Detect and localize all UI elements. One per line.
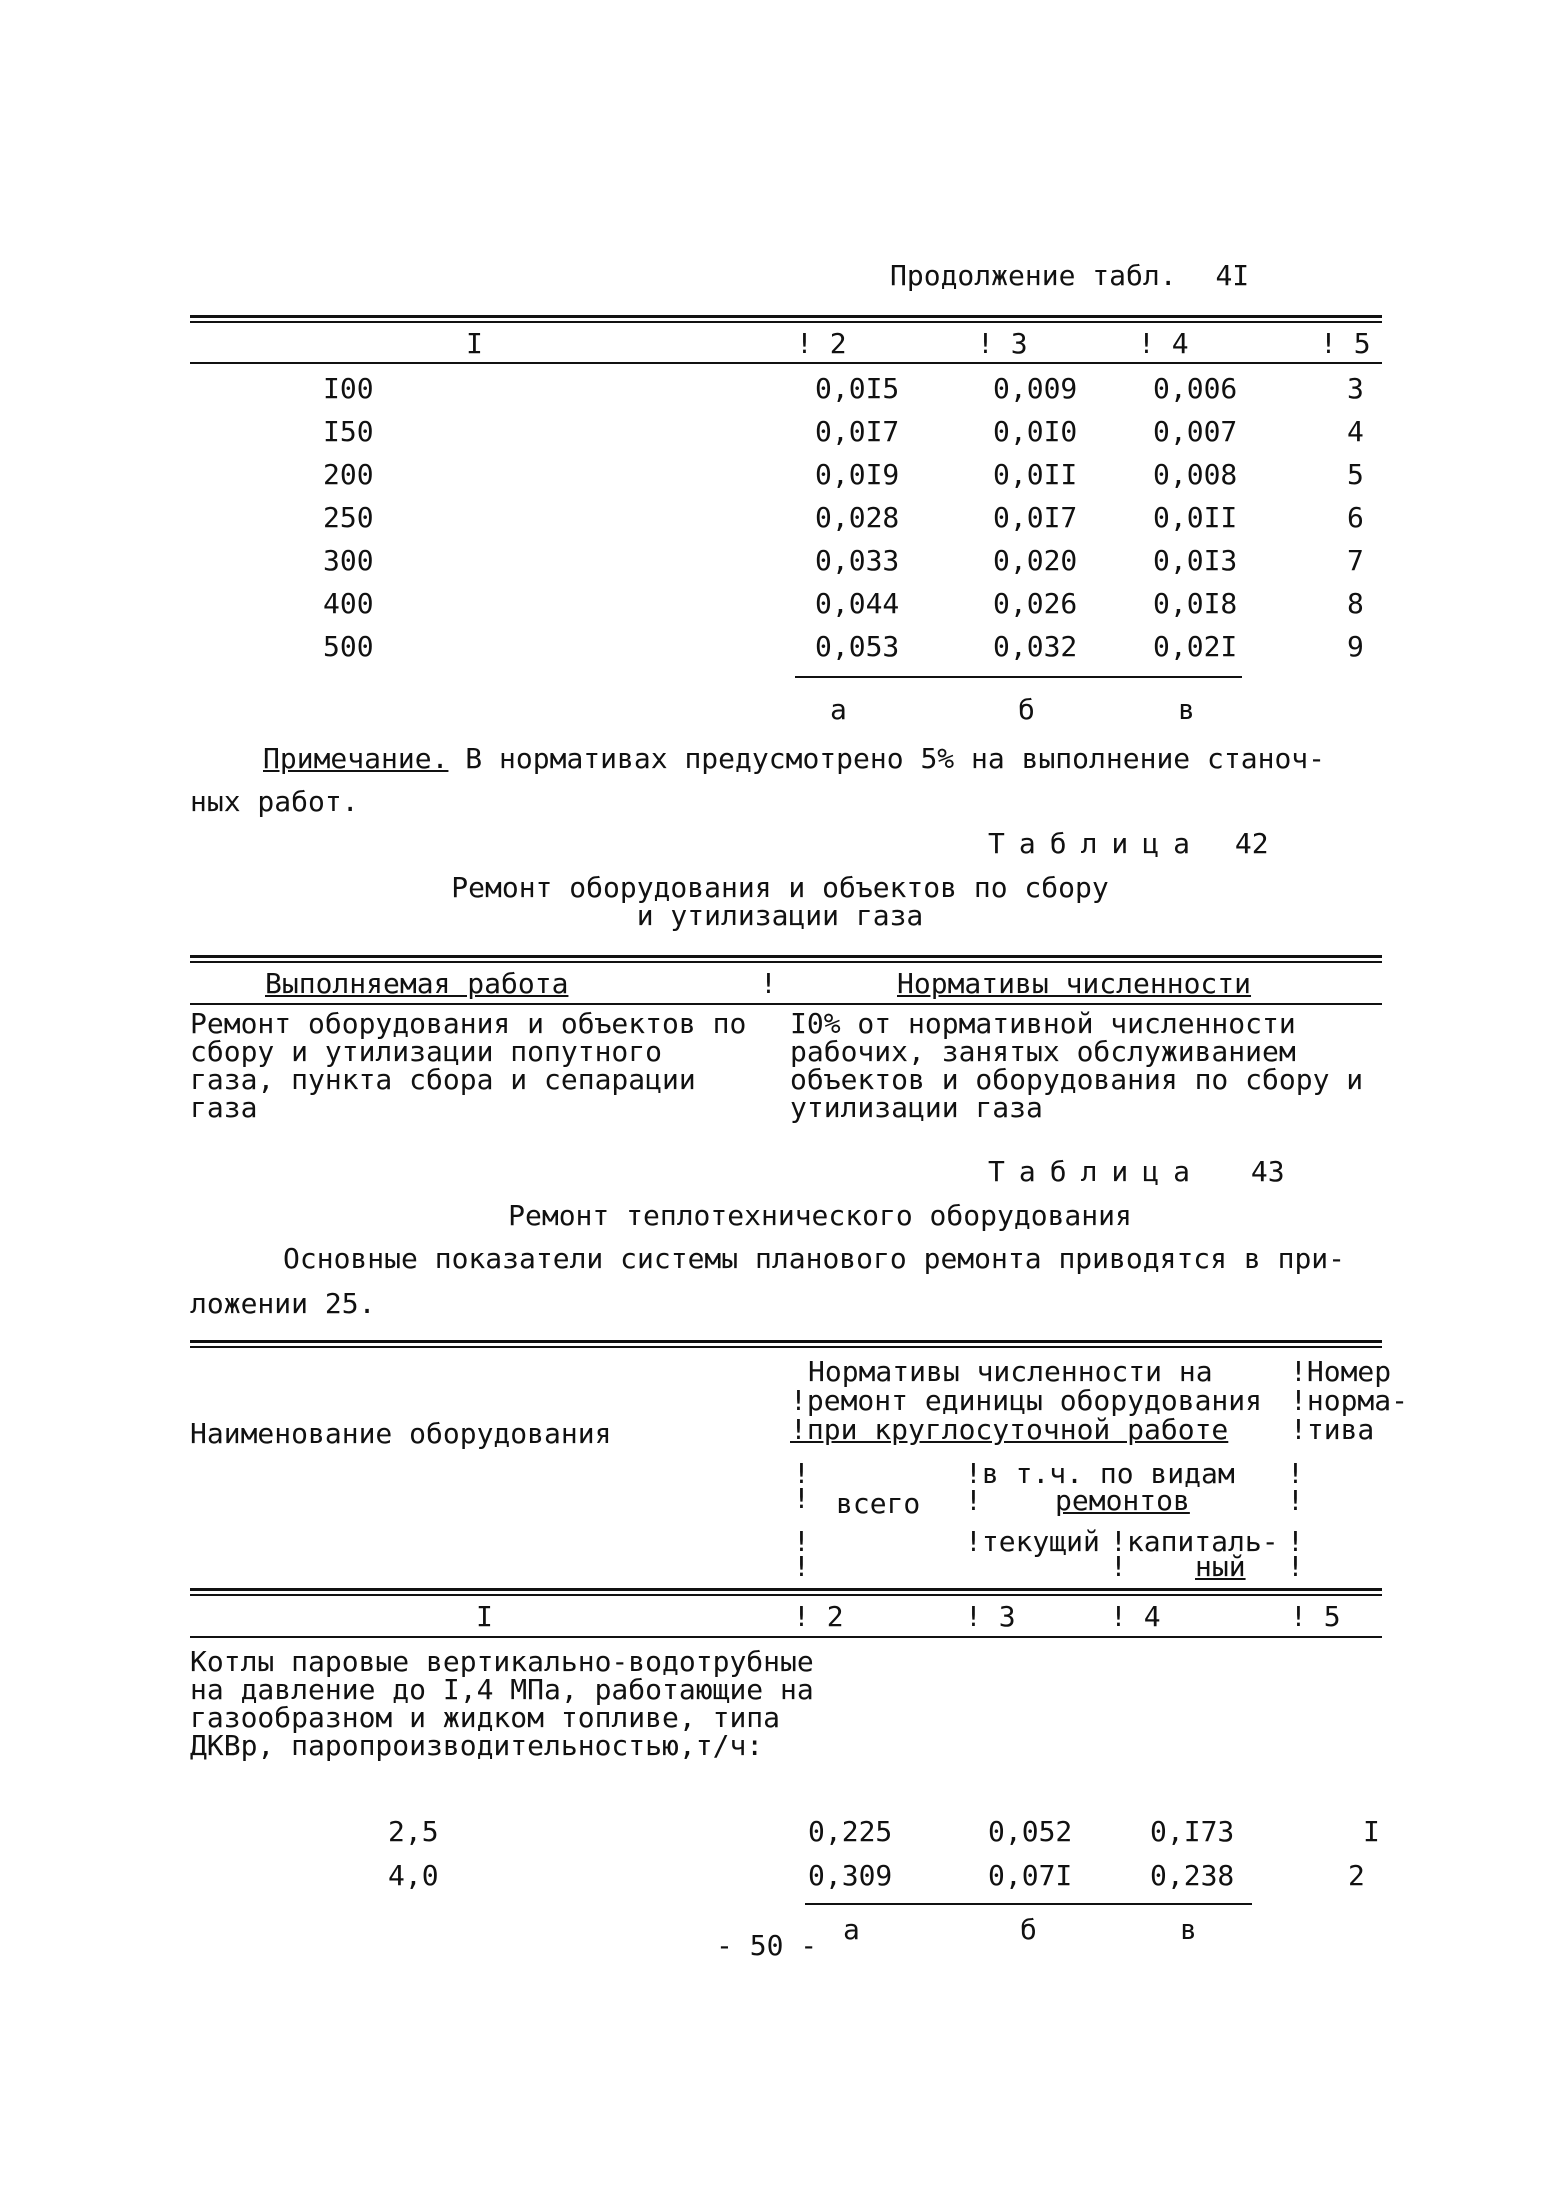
t43-header-incl-2: ремонтов: [1055, 1484, 1190, 1517]
t43-header-capital-2: ный: [1195, 1550, 1246, 1583]
t43-header-num-2: !норма-: [1290, 1384, 1409, 1417]
continuation-number: 4I: [1215, 259, 1250, 292]
t43-row2-c1: 4,0: [388, 1859, 439, 1892]
t41-col3-header: ! 3: [977, 327, 1028, 360]
page-number: - 50 -: [716, 1929, 818, 1962]
t43-row1-c4: 0,I73: [1150, 1815, 1235, 1848]
t41-row6-c2: 0,044: [815, 587, 900, 620]
t43-boiler-desc: Котлы паровые вертикально-водотрубные на давление до I,4 МПа, работающие на газообразном и жидком топливе, типа ДКВр, паропроизводительностью,т/ч:: [190, 1645, 814, 1762]
t41-row4-c3: 0,0I7: [993, 501, 1078, 534]
t43-title: Ремонт теплотехнического оборудования: [508, 1199, 1132, 1232]
t43-header-name: Наименование оборудования: [190, 1417, 612, 1450]
t43-number: 43: [1250, 1155, 1285, 1188]
t43-row2-c5: 2: [1348, 1859, 1365, 1892]
t43-row2-c3: 0,07I: [988, 1859, 1073, 1892]
t43-excl-3: !: [965, 1484, 982, 1517]
t43-footer-a: а: [843, 1913, 860, 1946]
t41-row2-c4: 0,007: [1153, 415, 1238, 448]
t41-footer-b: б: [1018, 693, 1035, 726]
t42-title-2: и утилизации газа: [636, 899, 924, 932]
t41-row1-c2: 0,0I5: [815, 372, 900, 405]
t41-note-line2: ных работ.: [190, 785, 359, 818]
t41-top-rule: [190, 315, 1382, 318]
note-text-1: В нормативах предусмотрено 5% на выполнение станоч-: [448, 742, 1326, 775]
t41-footer-a: а: [830, 693, 847, 726]
t43-top-rule-2: [190, 1346, 1382, 1348]
t43-excl-10: !: [1287, 1550, 1304, 1583]
t43-top-rule: [190, 1340, 1382, 1343]
t43-footer-v: в: [1180, 1913, 1197, 1946]
t41-note-line1: [263, 742, 1326, 775]
t41-row1-c4: 0,006: [1153, 372, 1238, 405]
t42-label: Таблица: [988, 827, 1205, 860]
t43-col4-number: ! 4: [1110, 1600, 1161, 1633]
t41-row5-c4: 0,0I3: [1153, 544, 1238, 577]
t41-row6-c4: 0,0I8: [1153, 587, 1238, 620]
t43-label: Таблица: [988, 1155, 1205, 1188]
t42-number: 42: [1234, 827, 1269, 860]
t42-top-rule-2: [190, 961, 1382, 963]
t43-caption: [988, 1155, 1285, 1188]
t43-excl-6: !: [793, 1525, 810, 1558]
t42-top-rule: [190, 955, 1382, 958]
t43-header-total: всего: [836, 1487, 921, 1520]
t43-row1-c3: 0,052: [988, 1815, 1073, 1848]
t42-header-sep: !: [760, 967, 777, 1000]
t41-col2-header: ! 2: [796, 327, 847, 360]
t41-row4-c1: 250: [323, 501, 374, 534]
t41-col1-header: I: [466, 327, 483, 360]
t42-caption: [988, 827, 1269, 860]
t41-row5-c1: 300: [323, 544, 374, 577]
t41-row4-c2: 0,028: [815, 501, 900, 534]
t43-excl-8: !: [1110, 1550, 1127, 1583]
t42-header-work: Выполняемая работа: [265, 967, 569, 1000]
t43-header-incl-1: !в т.ч. по видам: [965, 1457, 1235, 1490]
t42-header-rule: [190, 1003, 1382, 1005]
t43-header-num-1: !Номер: [1290, 1355, 1392, 1388]
t43-header-norms-3: !при круглосуточной работе: [790, 1413, 1229, 1446]
note-label: Примечание.: [263, 742, 449, 775]
t41-row4-c5: 6: [1347, 501, 1364, 534]
t41-row6-c5: 8: [1347, 587, 1364, 620]
t41-row2-c2: 0,0I7: [815, 415, 900, 448]
t43-excl-2: !: [793, 1482, 810, 1515]
t42-norm-cell: I0% от нормативной численности рабочих, занятых обслуживанием объектов и оборудования по сбору и утилизации газа: [790, 1007, 1364, 1124]
t43-header-capital-1: !капиталь-: [1110, 1525, 1279, 1558]
t43-col2-number: ! 2: [793, 1600, 844, 1633]
t41-row7-c4: 0,02I: [1153, 630, 1238, 663]
t41-row2-c5: 4: [1347, 415, 1364, 448]
t41-row4-c4: 0,0II: [1153, 501, 1238, 534]
t43-row2-c4: 0,238: [1150, 1859, 1235, 1892]
t43-header-rule: [190, 1588, 1382, 1591]
t43-row1-c1: 2,5: [388, 1815, 439, 1848]
t41-row7-c3: 0,032: [993, 630, 1078, 663]
t41-top-rule-2: [190, 321, 1382, 323]
t42-work-cell: Ремонт оборудования и объектов по сбору и утилизации попутного газа, пункта сбора и сепарации газа: [190, 1007, 747, 1124]
t43-excl-9: !: [1287, 1525, 1304, 1558]
t43-row2-c2: 0,309: [808, 1859, 893, 1892]
t43-excl-7: !: [793, 1550, 810, 1583]
t41-row3-c1: 200: [323, 458, 374, 491]
t41-row6-c3: 0,026: [993, 587, 1078, 620]
t43-row1-c2: 0,225: [808, 1815, 893, 1848]
t43-excl-1: !: [793, 1457, 810, 1490]
t41-row5-c2: 0,033: [815, 544, 900, 577]
t41-row1-c1: I00: [323, 372, 374, 405]
t43-header-rule-2: [190, 1594, 1382, 1596]
continuation-label: Продолжение табл.: [890, 259, 1177, 292]
t41-row1-c3: 0,009: [993, 372, 1078, 405]
t43-intro-2: ложении 25.: [190, 1287, 376, 1320]
t43-excl-4: !: [1287, 1457, 1304, 1490]
continuation-caption: [890, 259, 1250, 292]
t41-row3-c4: 0,008: [1153, 458, 1238, 491]
t42-header-norms: Нормативы численности: [897, 967, 1252, 1000]
t43-col3-number: ! 3: [965, 1600, 1016, 1633]
t43-intro-1: Основные показатели системы планового ремонта приводятся в при-: [283, 1242, 1346, 1275]
t41-bottom-rule: [795, 676, 1242, 678]
t42-title-1: Ремонт оборудования и объектов по сбору: [451, 871, 1109, 904]
t41-row3-c5: 5: [1347, 458, 1364, 491]
t43-col5-number: ! 5: [1290, 1600, 1341, 1633]
t43-header-num-3: !тива: [1290, 1413, 1375, 1446]
t41-footer-v: в: [1178, 693, 1195, 726]
t41-row7-c5: 9: [1347, 630, 1364, 663]
t41-header-rule: [190, 362, 1382, 364]
t43-header-current: !текущий: [965, 1525, 1100, 1558]
t41-row6-c1: 400: [323, 587, 374, 620]
t43-row1-c5: I: [1363, 1815, 1380, 1848]
t41-row1-c5: 3: [1347, 372, 1364, 405]
t41-row3-c3: 0,0II: [993, 458, 1078, 491]
t43-excl-5: !: [1287, 1484, 1304, 1517]
t41-row5-c3: 0,020: [993, 544, 1078, 577]
t41-row2-c3: 0,0I0: [993, 415, 1078, 448]
t41-col4-header: ! 4: [1138, 327, 1189, 360]
t43-footer-b: б: [1020, 1913, 1037, 1946]
t41-col5-header: ! 5: [1320, 327, 1371, 360]
t41-row2-c1: I50: [323, 415, 374, 448]
t41-row7-c1: 500: [323, 630, 374, 663]
t43-header-norms-1: Нормативы численности на: [808, 1355, 1213, 1388]
t43-col1-number: I: [476, 1600, 493, 1633]
t41-row5-c5: 7: [1347, 544, 1364, 577]
t41-row7-c2: 0,053: [815, 630, 900, 663]
t43-header-norms-2: !ремонт единицы оборудования: [790, 1384, 1263, 1417]
t43-bottom-rule: [805, 1903, 1252, 1905]
t41-row3-c2: 0,0I9: [815, 458, 900, 491]
t43-number-rule: [190, 1636, 1382, 1638]
